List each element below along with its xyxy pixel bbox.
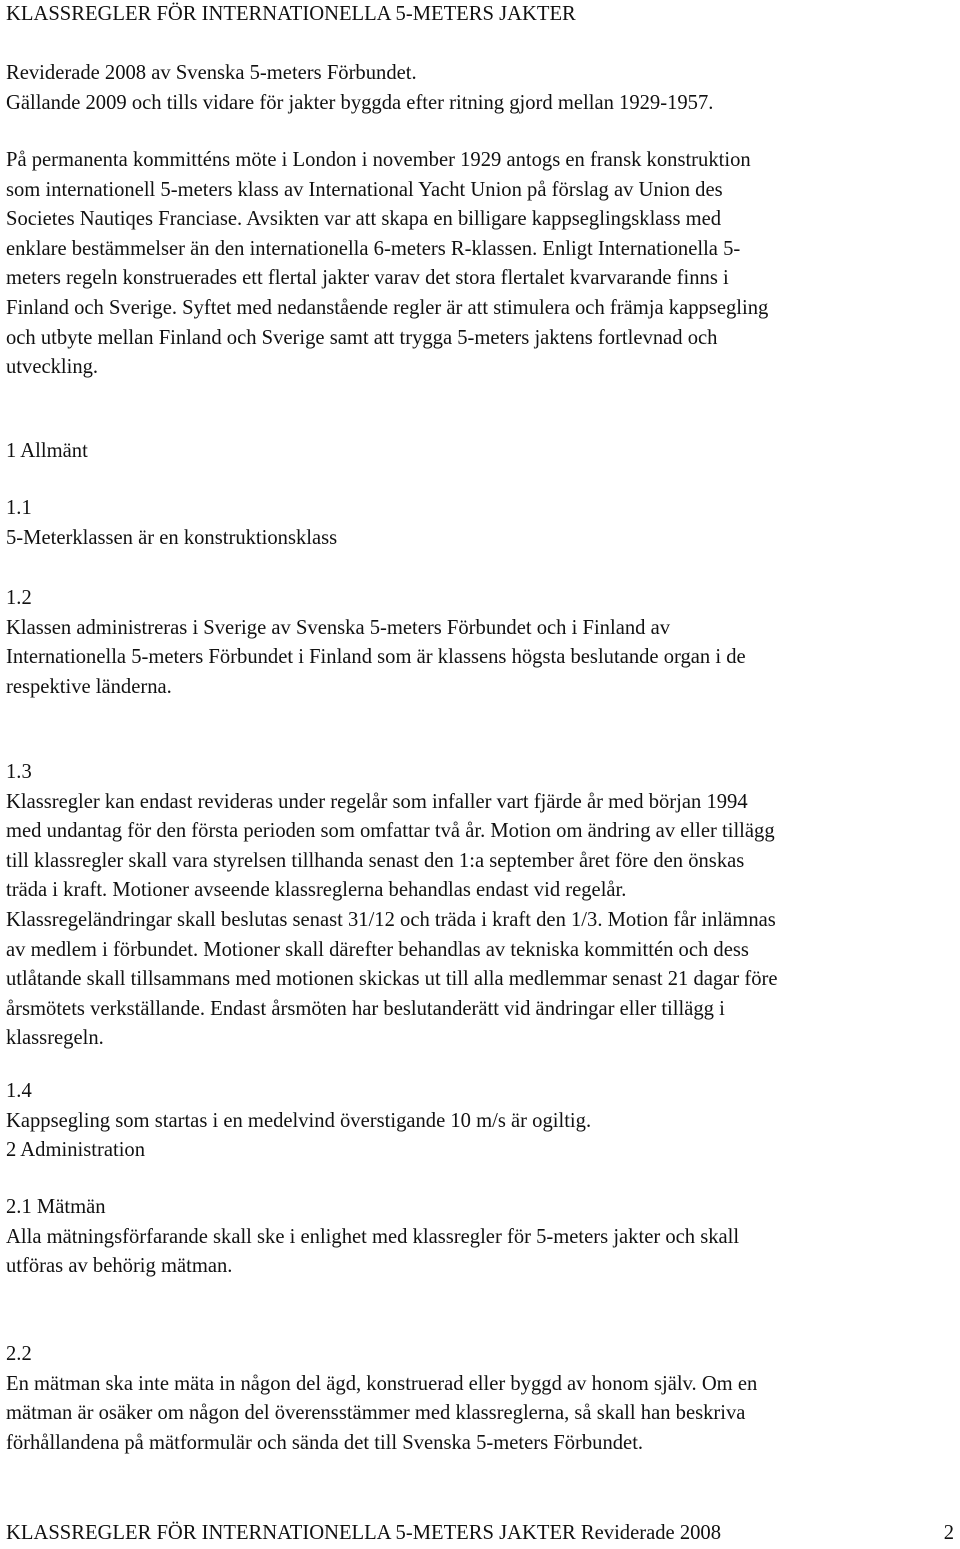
section-line: med undantag för den första perioden som omfattar två år. Motion om ändring av eller tillägg bbox=[6, 820, 775, 843]
section-1-3 bbox=[6, 758, 778, 1054]
section-line: 5-Meterklassen är en konstruktionsklass bbox=[6, 526, 338, 549]
section-line: utföras av behörig mätman. bbox=[6, 1255, 233, 1278]
section-line: Klassen administreras i Sverige av Svenska 5-meters Förbundet och i Finland av bbox=[6, 616, 671, 639]
section-2-heading: 2 Administration bbox=[6, 1139, 146, 1162]
section-line: årsmötets verkställande. Endast årsmöten har beslutanderätt vid ändringar eller tillägg i bbox=[6, 997, 725, 1020]
page-number: 2 bbox=[943, 1522, 954, 1544]
section-line: Internationella 5-meters Förbundet i Finland som är klassens högsta beslutande organ i de bbox=[6, 646, 746, 669]
section-number: 1.3 bbox=[6, 761, 32, 783]
section-1-2 bbox=[6, 584, 746, 702]
section-2-1 bbox=[6, 1193, 739, 1282]
section-number: 1.2 bbox=[6, 587, 32, 609]
section-2-2 bbox=[6, 1340, 757, 1458]
section-line: Kappsegling som startas i en medelvind överstigande 10 m/s är ogiltig. bbox=[6, 1109, 592, 1132]
intro-line: Gällande 2009 och tills vidare för jakter byggda efter ritning gjord mellan 1929-1957. bbox=[6, 91, 714, 114]
section-line: träda i kraft. Motioner avseende klassreglerna behandlas endast vid regelår. bbox=[6, 879, 627, 902]
paragraph-line: som internationell 5-meters klass av International Yacht Union på förslag av Union des bbox=[6, 178, 723, 201]
section-line: klassregeln. bbox=[6, 1027, 104, 1050]
section-line: En mätman ska inte mäta in någon del ägd, konstruerad eller byggd av honom själv. Om en bbox=[6, 1372, 758, 1395]
section-line: Klassregler kan endast revideras under regelår som infaller vart fjärde år med början 1994 bbox=[6, 790, 748, 813]
section-1-4 bbox=[6, 1077, 591, 1166]
intro-block bbox=[6, 59, 713, 118]
section-line: av medlem i förbundet. Motioner skall därefter behandlas av tekniska kommittén och dess bbox=[6, 938, 749, 961]
page-footer bbox=[6, 1519, 954, 1548]
section-line: till klassregler skall vara styrelsen tillhanda senast den 1:a september året före den önskas bbox=[6, 849, 745, 872]
footer-text: KLASSREGLER FÖR INTERNATIONELLA 5-METERS JAKTER Reviderade 2008 bbox=[6, 1522, 722, 1544]
section-1-heading bbox=[6, 437, 88, 467]
paragraph-line: Societes Nautiqes Franciase. Avsikten var att skapa en billigare kappseglingsklass med bbox=[6, 208, 722, 231]
paragraph-line: utveckling. bbox=[6, 356, 99, 379]
section-line: mätman är osäker om någon del överensstämmer med klassreglerna, så skall han beskriva bbox=[6, 1402, 746, 1425]
intro-line: Reviderade 2008 av Svenska 5-meters Förbundet. bbox=[6, 62, 417, 84]
section-line: förhållandena på mätformulär och sända det till Svenska 5-meters Förbundet. bbox=[6, 1431, 644, 1454]
paragraph-line: Finland och Sverige. Syftet med nedanstående regler är att stimulera och främja kappsegling bbox=[6, 296, 769, 319]
intro-paragraph bbox=[6, 146, 768, 383]
section-1-1 bbox=[6, 494, 337, 553]
section-number: 1.1 bbox=[6, 497, 32, 519]
paragraph-line: och utbyte mellan Finland och Sverige samt att trygga 5-meters jaktens fortlevnad och bbox=[6, 326, 718, 349]
section-line: Alla mätningsförfarande skall ske i enlighet med klassregler för 5-meters jakter och skall bbox=[6, 1225, 740, 1248]
document-page bbox=[6, 0, 952, 1547]
section-line: respektive länderna. bbox=[6, 675, 172, 698]
subsection-heading: 2.1 Mätmän bbox=[6, 1196, 106, 1218]
section-line: utlåtande skall tillsammans med motionen skickas ut till alla medlemmar senast 21 dagar före bbox=[6, 968, 778, 991]
paragraph-line: enklare bestämmelser än den internationella 6-meters R-klassen. Enligt Internationella 5- bbox=[6, 237, 741, 260]
section-number: 2.2 bbox=[6, 1343, 32, 1365]
document-title: KLASSREGLER FÖR INTERNATIONELLA 5-METERS JAKTER bbox=[6, 3, 576, 25]
paragraph-line: meters regeln konstruerades ett flertal jakter varav det stora flertalet kvarvarande finns i bbox=[6, 267, 729, 290]
section-number: 1.4 bbox=[6, 1080, 32, 1102]
section-line: Klassregeländringar skall beslutas senast 31/12 och träda i kraft den 1/3. Motion får inlämnas bbox=[6, 908, 776, 931]
section-heading-text: 1 Allmänt bbox=[6, 440, 88, 462]
paragraph-line: På permanenta kommitténs möte i London i november 1929 antogs en fransk konstruktion bbox=[6, 149, 751, 171]
